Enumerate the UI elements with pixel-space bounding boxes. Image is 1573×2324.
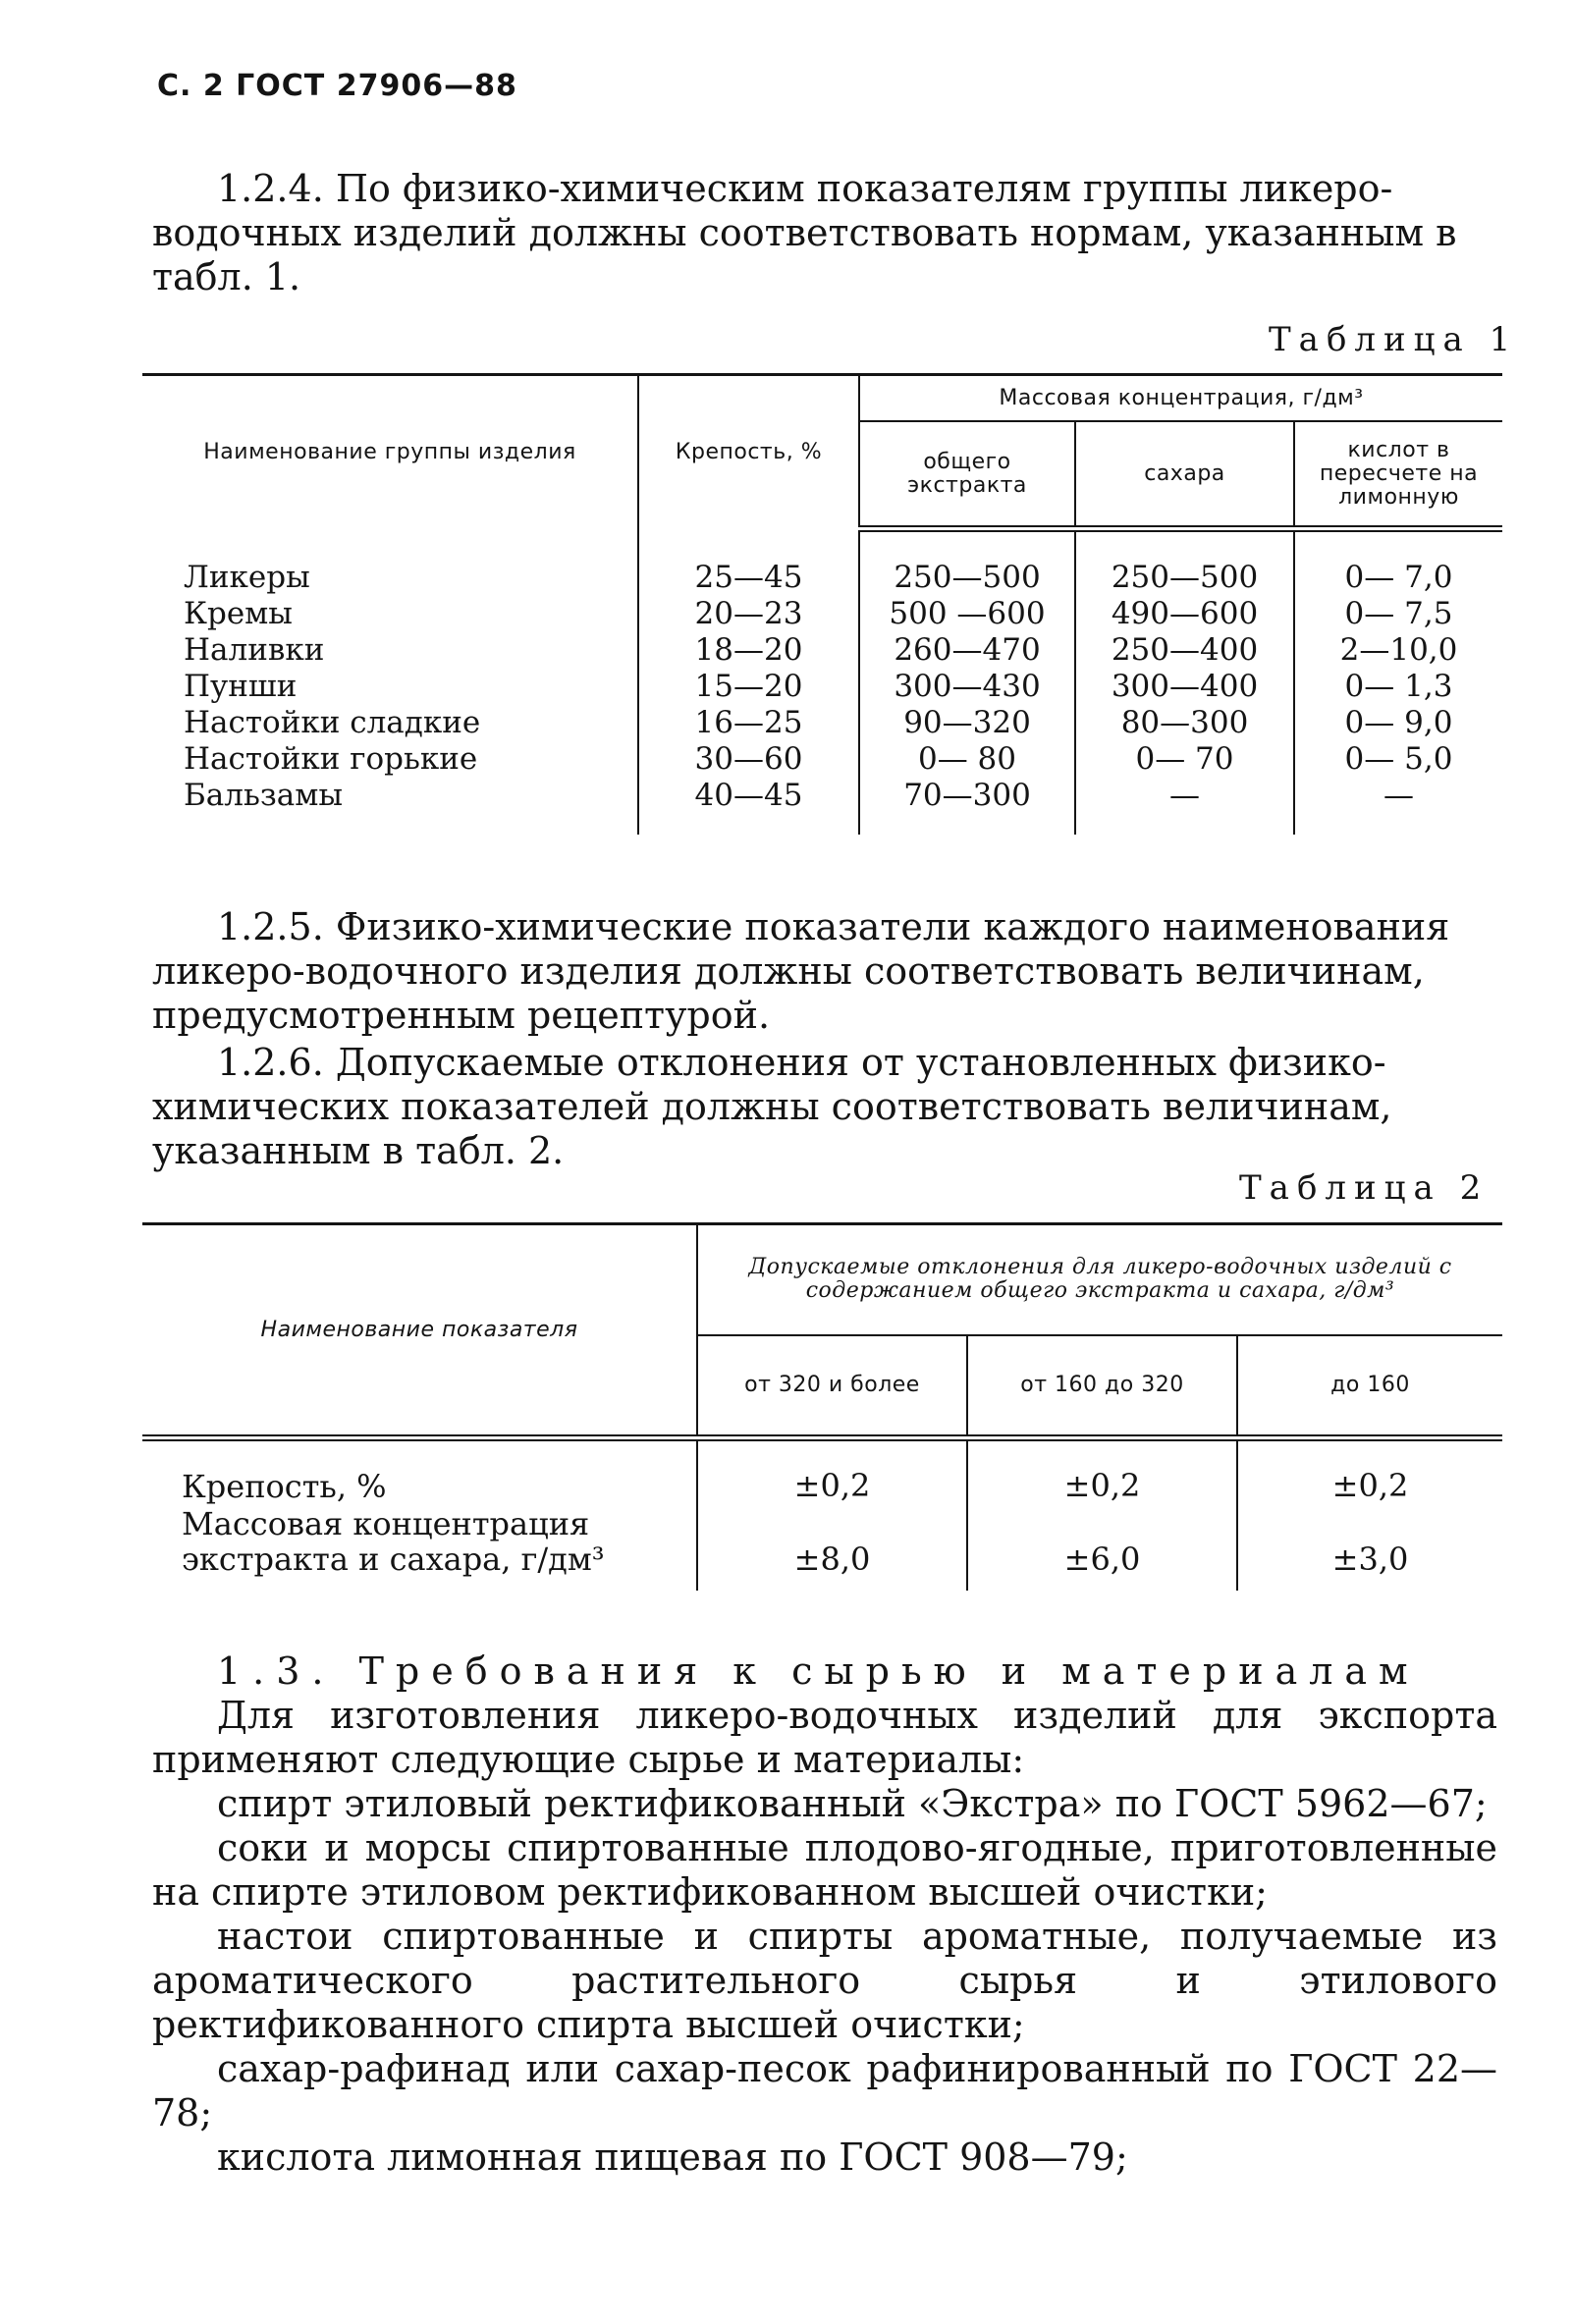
table-2-header-col-c: до 160	[1237, 1335, 1502, 1438]
table-1-cell-acid: 0— 1,3	[1294, 669, 1502, 705]
table-1-cell-sugar: —	[1075, 778, 1294, 835]
table-1-header-mass-group: Массовая концентрация, г/дм³	[859, 375, 1502, 422]
table-1-cell-strength: 30—60	[638, 741, 859, 778]
list-item: соки и морсы спиртованные плодово-ягодные, приготовленные на спирте этиловом ректификованном высшей очистки;	[152, 1826, 1497, 1914]
table-1-cell-strength: 20—23	[638, 596, 859, 632]
paragraph-1-2-6	[152, 1041, 1497, 1173]
table-1-cell-strength: 25—45	[638, 535, 859, 596]
table-2-header-col-a: от 320 и более	[697, 1335, 967, 1438]
table-1-header-extract: общего экстракта	[859, 421, 1075, 529]
section-title: 1.3. Требования к сырью и материалам	[217, 1649, 1420, 1693]
table-2-header-name	[142, 1224, 697, 1438]
table-1-caption: Таблица 1	[1269, 320, 1519, 359]
table-1-cell-extract: 250—500	[859, 535, 1075, 596]
table-2-row-2-name: Массовая концентрация экстракта и сахара, г/дм³	[182, 1505, 605, 1578]
section-intro: Для изготовления ликеро-водочных изделий для экспорта применяют следующие сырье и материалы:	[152, 1694, 1497, 1781]
table-1-cell-acid: 0— 7,5	[1294, 596, 1502, 632]
table-1-cell-name: Пунши	[184, 668, 298, 704]
table-2-row-1-name: Крепость, %	[182, 1468, 387, 1505]
table-2-row-1-b: ±0,2	[967, 1438, 1237, 1506]
table-1-cell-sugar: 300—400	[1075, 669, 1294, 705]
table-row	[142, 778, 1502, 835]
page-header: С. 2 ГОСТ 27906—88	[157, 69, 517, 103]
table-1-cell-extract: 90—320	[859, 705, 1075, 741]
table-1-cell-strength: 18—20	[638, 632, 859, 669]
table-row	[142, 596, 1502, 632]
table-1-cell-name: Бальзамы	[184, 777, 344, 813]
table-1	[142, 373, 1502, 835]
section-1-3	[152, 1649, 1497, 2180]
table-2-header-group: Допускаемые отклонения для ликеро-водочных изделий с содержанием общего экстракта и сахара, г/дм³	[697, 1224, 1502, 1335]
table-1-cell-sugar: 490—600	[1075, 596, 1294, 632]
table-1-header-acid: кислот в пересчете на лимонную	[1294, 421, 1502, 529]
table-1-cell-sugar: 250—400	[1075, 632, 1294, 669]
table-2-header-col-b: от 160 до 320	[967, 1335, 1237, 1438]
materials-list	[152, 1782, 1497, 2180]
table-row	[142, 705, 1502, 741]
table-2-row-1-c: ±0,2	[1237, 1438, 1502, 1506]
table-2-row-1-a: ±0,2	[697, 1438, 967, 1506]
paragraph-1-2-4	[152, 167, 1497, 299]
table-1-cell-strength: 15—20	[638, 669, 859, 705]
table-1-header-sugar: сахара	[1075, 421, 1294, 529]
table-1-cell-name: Настойки сладкие	[184, 704, 481, 740]
table-1-cell-acid: 0— 5,0	[1294, 741, 1502, 778]
table-1-header-name: Наименование группы изделия	[203, 439, 576, 464]
table-1-cell-extract: 70—300	[859, 778, 1075, 835]
table-row	[142, 632, 1502, 669]
table-1-cell-strength: 40—45	[638, 778, 859, 835]
table-1-cell-acid: 2—10,0	[1294, 632, 1502, 669]
table-1-cell-strength: 16—25	[638, 705, 859, 741]
paragraph-text: 1.2.5. Физико-химические показатели каждого наименования ликеро-водочного изделия должны соответствовать величинам, предусмотренным рецептурой.	[152, 905, 1450, 1037]
table-row	[142, 741, 1502, 778]
table-1-cell-extract: 500 —600	[859, 596, 1075, 632]
list-item: настои спиртованные и спирты ароматные, получаемые из ароматического растительного сырья и этилового ректификованного спирта высшей очистки;	[152, 1915, 1497, 2046]
table-1-cell-sugar: 0— 70	[1075, 741, 1294, 778]
table-row	[142, 1505, 1502, 1591]
table-1-body	[142, 535, 1502, 835]
table-1-cell-extract: 0— 80	[859, 741, 1075, 778]
table-2-row-2-b: ±6,0	[967, 1505, 1237, 1591]
list-item: сахар-рафинад или сахар-песок рафинированный по ГОСТ 22—78;	[152, 2047, 1497, 2135]
table-1-cell-name: Ликеры	[184, 559, 310, 595]
table-1-cell-name: Кремы	[184, 595, 293, 631]
table-2-row-2-c: ±3,0	[1237, 1505, 1502, 1591]
table-row	[142, 1438, 1502, 1506]
paragraph-text: 1.2.4. По физико-химическим показателям группы ликеро-водочных изделий должны соответствовать нормам, указанным в табл. 1.	[152, 167, 1457, 298]
table-1-cell-sugar: 80—300	[1075, 705, 1294, 741]
table-1-cell-name: Наливки	[184, 631, 325, 668]
table-row	[142, 535, 1502, 596]
table-1-cell-name: Настойки горькие	[184, 740, 478, 777]
table-2	[142, 1222, 1502, 1591]
table-1-header-strength: Крепость, %	[638, 375, 859, 529]
table-row	[142, 669, 1502, 705]
paragraph-text: 1.2.6. Допускаемые отклонения от установленных физико-химических показателей должны соответствовать величинам, указанным в табл. 2.	[152, 1041, 1392, 1172]
paragraph-1-2-5	[152, 905, 1497, 1038]
table-2-caption: Таблица 2	[1239, 1168, 1490, 1208]
table-1-cell-acid: —	[1294, 778, 1502, 835]
table-1-cell-extract: 300—430	[859, 669, 1075, 705]
table-2-row-2-a: ±8,0	[697, 1505, 967, 1591]
list-item: спирт этиловый ректификованный «Экстра» по ГОСТ 5962—67;	[217, 1782, 1488, 1825]
table-2-header-name-text: Наименование показателя	[260, 1317, 578, 1342]
table-1-cell-acid: 0— 7,0	[1294, 535, 1502, 596]
table-1-cell-sugar: 250—500	[1075, 535, 1294, 596]
table-1-cell-acid: 0— 9,0	[1294, 705, 1502, 741]
list-item: кислота лимонная пищевая по ГОСТ 908—79;	[217, 2135, 1128, 2179]
table-1-cell-extract: 260—470	[859, 632, 1075, 669]
